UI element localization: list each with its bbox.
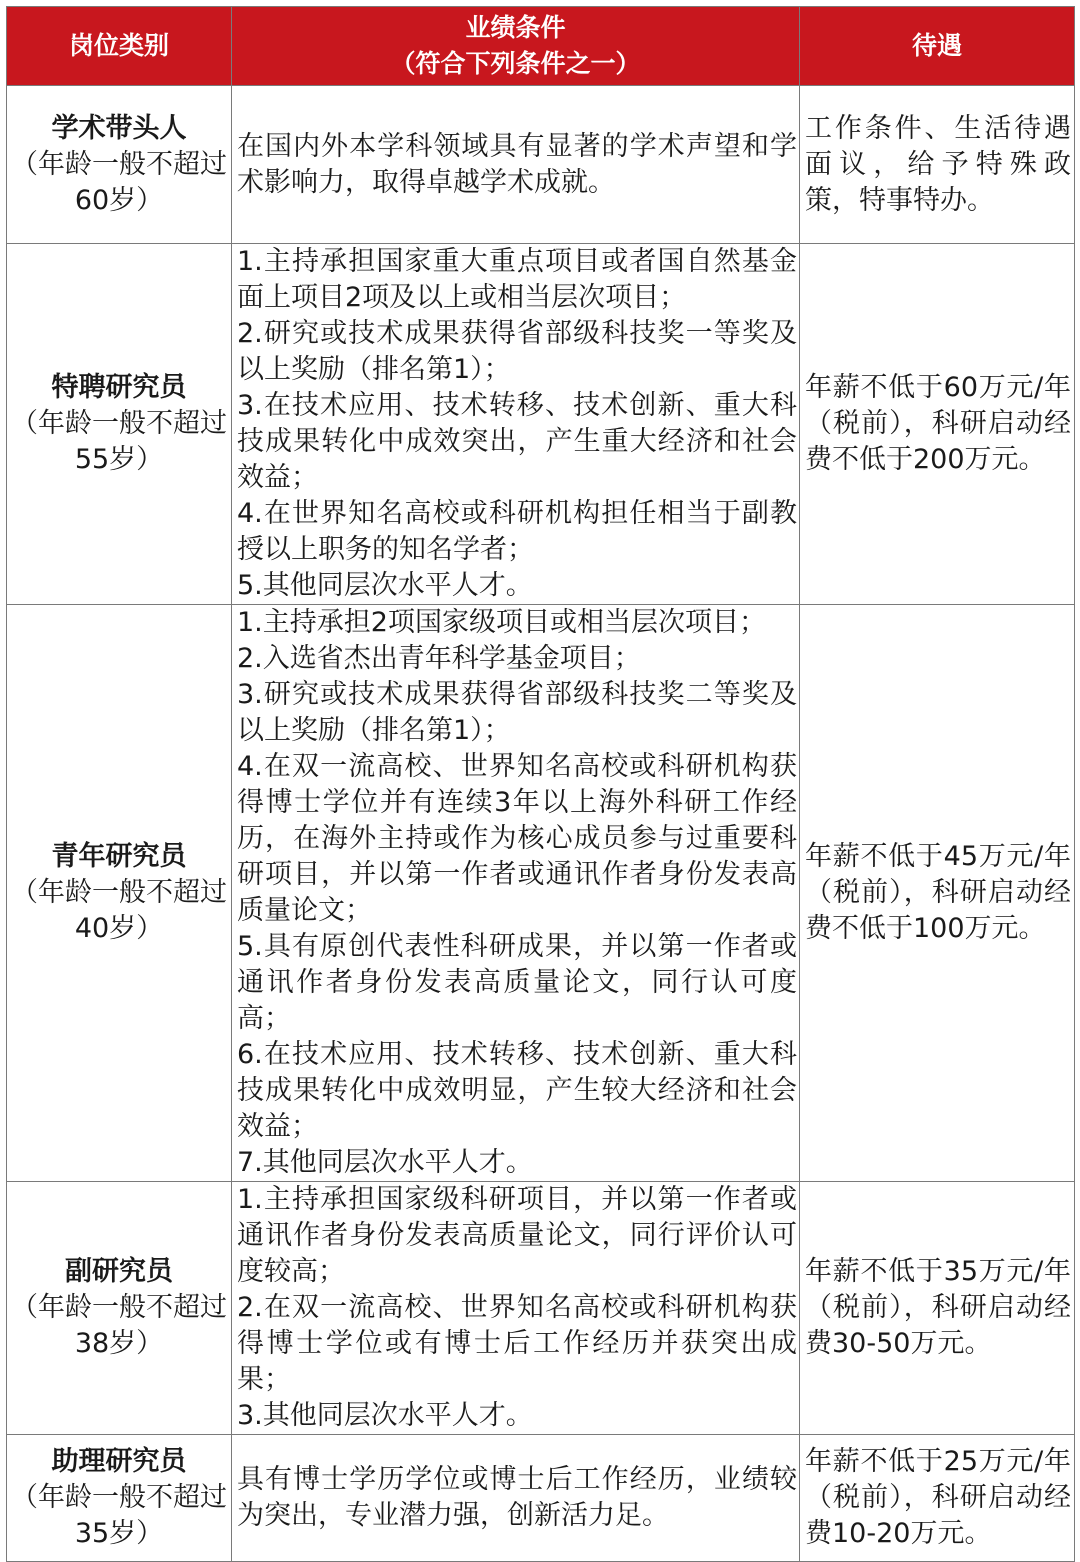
benefits-cell: 年薪不低于25万元/年（税前），科研启动经费10-20万元。	[800, 1435, 1075, 1562]
condition-item: 3.在技术应用、技术转移、技术创新、重大科技成果转化中成效突出，产生重大经济和社会效益；	[237, 390, 797, 493]
condition-item: 6.在技术应用、技术转移、技术创新、重大科技成果转化中成效明显，产生较大经济和社会效益；	[237, 1039, 797, 1142]
category-cell	[7, 605, 232, 1182]
benefits-cell: 年薪不低于60万元/年（税前），科研启动经费不低于200万元。	[800, 244, 1075, 605]
condition-item: 5.具有原创代表性科研成果，并以第一作者或通讯作者身份发表高质量论文，同行认可度高；	[237, 931, 797, 1034]
age-limit-line1: （年龄一般不超过	[11, 1292, 227, 1323]
benefits-cell: 工作条件、生活待遇面议，给予特殊政策，特事特办。	[800, 86, 1075, 244]
age-limit-line1: （年龄一般不超过	[11, 877, 227, 908]
header-conditions-subtitle: （符合下列条件之一）	[390, 49, 641, 78]
condition-item: 1.主持承担2项国家级项目或相当层次项目；	[237, 607, 766, 638]
table-row	[7, 605, 1075, 1182]
age-limit-line2: 35岁）	[74, 1518, 164, 1549]
category-cell	[7, 1435, 232, 1562]
age-limit-line2: 55岁）	[74, 444, 164, 475]
header-benefits: 待遇	[800, 7, 1075, 86]
header-row	[7, 7, 1075, 86]
condition-item: 2.入选省杰出青年科学基金项目；	[237, 643, 641, 674]
header-conditions	[232, 7, 800, 86]
header-conditions-title: 业绩条件	[465, 13, 566, 42]
conditions-cell	[232, 1182, 800, 1435]
age-limit-line2: 40岁）	[74, 913, 164, 944]
age-limit-line2: 38岁）	[74, 1328, 164, 1359]
condition-item: 2.研究或技术成果获得省部级科技奖一等奖及以上奖励（排名第1）；	[237, 318, 797, 385]
condition-item: 具有博士学历学位或博士后工作经历，业绩较为突出，专业潜力强，创新活力足。	[237, 1464, 797, 1531]
conditions-cell	[232, 86, 800, 244]
condition-item: 4.在世界知名高校或科研机构担任相当于副教授以上职务的知名学者；	[237, 498, 797, 565]
category-name: 青年研究员	[51, 841, 187, 872]
condition-item: 在国内外本学科领域具有显著的学术声望和学术影响力，取得卓越学术成就。	[237, 130, 797, 198]
header-category: 岗位类别	[7, 7, 232, 86]
age-limit-line1: （年龄一般不超过	[11, 408, 227, 439]
condition-item: 7.其他同层次水平人才。	[237, 1147, 533, 1178]
condition-item: 1.主持承担国家重大重点项目或者国自然基金面上项目2项及以上或相当层次项目；	[237, 246, 797, 313]
condition-item: 3.其他同层次水平人才。	[237, 1400, 533, 1431]
table-row	[7, 1435, 1075, 1562]
category-name: 助理研究员	[51, 1446, 187, 1477]
table-row	[7, 1182, 1075, 1435]
table-row	[7, 244, 1075, 605]
conditions-cell	[232, 244, 800, 605]
benefits-cell: 年薪不低于35万元/年（税前），科研启动经费30-50万元。	[800, 1182, 1075, 1435]
talent-table	[6, 6, 1075, 1562]
category-name: 特聘研究员	[51, 372, 187, 403]
condition-item: 1.主持承担国家级科研项目，并以第一作者或通讯作者身份发表高质量论文，同行评价认可度较高；	[237, 1184, 797, 1287]
category-cell	[7, 1182, 232, 1435]
condition-item: 2.在双一流高校、世界知名高校或科研机构获得博士学位或有博士后工作经历并获突出成果；	[237, 1292, 797, 1395]
conditions-cell	[232, 605, 800, 1182]
age-limit-line1: （年龄一般不超过	[11, 1482, 227, 1513]
age-limit-line2: 60岁）	[74, 184, 164, 216]
age-limit-line1: （年龄一般不超过	[11, 148, 227, 180]
table-row	[7, 86, 1075, 244]
condition-item: 4.在双一流高校、世界知名高校或科研机构获得博士学位并有连续3年以上海外科研工作经历，在海外主持或作为核心成员参与过重要科研项目，并以第一作者或通讯作者身份发表高质量论文；	[237, 751, 797, 926]
benefits-cell: 年薪不低于45万元/年（税前），科研启动经费不低于100万元。	[800, 605, 1075, 1182]
condition-item: 3.研究或技术成果获得省部级科技奖二等奖及以上奖励（排名第1）；	[237, 679, 797, 746]
category-cell	[7, 86, 232, 244]
category-cell	[7, 244, 232, 605]
condition-item: 5.其他同层次水平人才。	[237, 570, 533, 601]
category-name: 副研究员	[65, 1256, 173, 1287]
conditions-cell	[232, 1435, 800, 1562]
category-name: 学术带头人	[51, 112, 187, 144]
